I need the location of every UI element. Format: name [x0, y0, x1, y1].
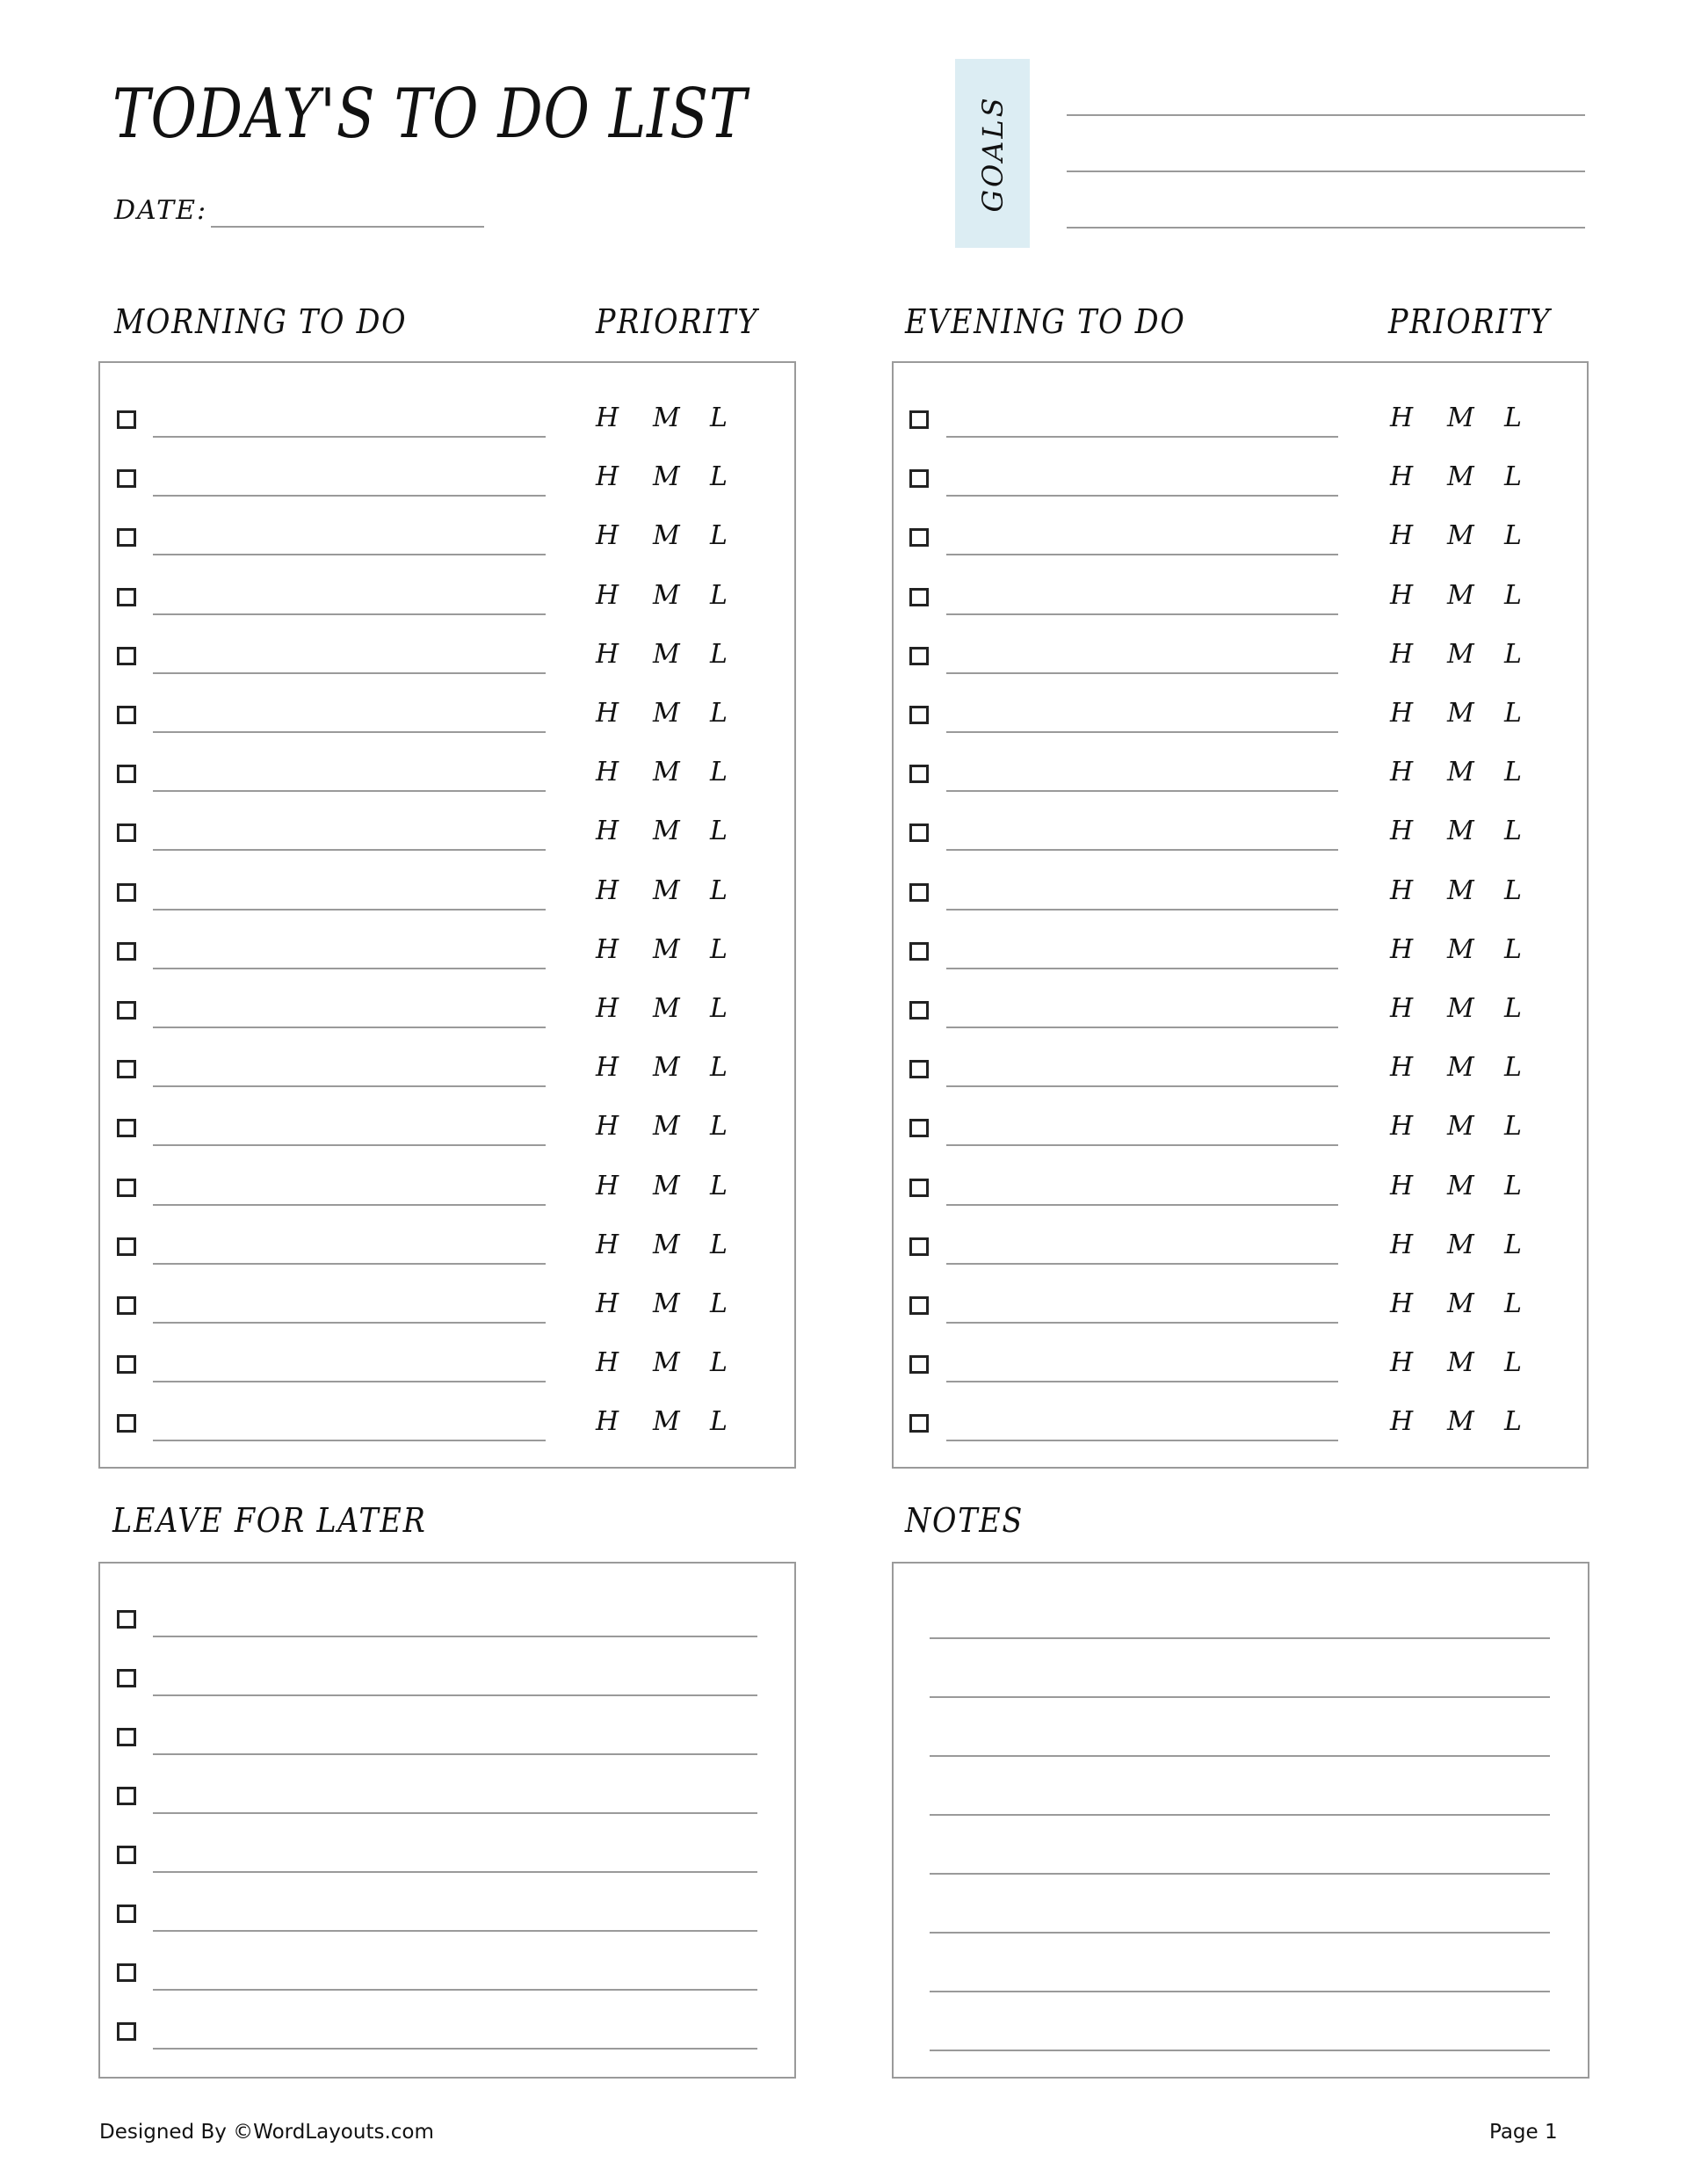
checkbox[interactable] [909, 765, 929, 783]
todo-row [100, 579, 794, 647]
goal-line-3[interactable] [1067, 227, 1585, 229]
task-input-line[interactable] [946, 1144, 1338, 1146]
priority-option-m[interactable]: M [653, 638, 682, 670]
priority-option-m[interactable]: M [653, 816, 682, 847]
checkbox[interactable] [909, 410, 929, 429]
notes-line[interactable] [930, 1873, 1550, 1875]
priority-option-l[interactable]: L [1504, 993, 1524, 1024]
priority-option-h[interactable]: H [596, 1347, 621, 1379]
task-input-line[interactable] [946, 613, 1338, 615]
task-input-line[interactable] [946, 1027, 1338, 1028]
task-input-line[interactable] [153, 731, 546, 733]
priority-option-l[interactable]: L [710, 933, 729, 965]
todo-row [894, 1288, 1587, 1355]
checkbox[interactable] [909, 588, 929, 606]
notes-line[interactable] [930, 1696, 1550, 1698]
todo-row [100, 1728, 794, 1787]
priority-option-h[interactable]: H [1390, 816, 1415, 847]
checkbox[interactable] [117, 469, 136, 488]
todo-row [100, 1170, 794, 1237]
notes-line[interactable] [930, 2050, 1550, 2051]
task-input-line[interactable] [946, 436, 1338, 438]
checkbox[interactable] [117, 410, 136, 429]
notes-area [892, 1562, 1589, 2079]
priority-option-l[interactable]: L [710, 1347, 729, 1379]
priority-option-l[interactable]: L [710, 816, 729, 847]
priority-option-h[interactable]: H [1390, 1288, 1415, 1319]
evening-priority-title: PRIORITY [1388, 302, 1552, 341]
task-input-line[interactable] [153, 1440, 546, 1441]
priority-option-l[interactable]: L [1504, 1052, 1524, 1084]
priority-option-m[interactable]: M [1447, 461, 1476, 493]
priority-option-h[interactable]: H [596, 993, 621, 1024]
task-input-line[interactable] [946, 1381, 1338, 1382]
todo-row [100, 1610, 794, 1669]
priority-option-h[interactable]: H [1390, 1406, 1415, 1438]
priority-option-m[interactable]: M [653, 1170, 682, 1201]
priority-option-l[interactable]: L [710, 638, 729, 670]
priority-option-m[interactable]: M [1447, 1229, 1476, 1260]
checkbox[interactable] [117, 1905, 136, 1923]
priority-option-h[interactable]: H [596, 1170, 621, 1201]
priority-option-m[interactable]: M [653, 874, 682, 906]
priority-option-m[interactable]: M [653, 520, 682, 552]
todo-row [100, 520, 794, 587]
priority-option-h[interactable]: H [596, 638, 621, 670]
priority-option-l[interactable]: L [710, 520, 729, 552]
task-input-line[interactable] [946, 672, 1338, 674]
priority-option-m[interactable]: M [1447, 638, 1476, 670]
priority-option-m[interactable]: M [1447, 520, 1476, 552]
leave-for-later-title: LEAVE FOR LATER [112, 1501, 427, 1540]
checkbox[interactable] [117, 528, 136, 547]
notes-title: NOTES [905, 1501, 1025, 1540]
checkbox[interactable] [909, 1001, 929, 1019]
priority-option-h[interactable]: H [596, 874, 621, 906]
checkbox[interactable] [117, 1060, 136, 1078]
task-input-line[interactable] [946, 731, 1338, 733]
checkbox[interactable] [909, 706, 929, 724]
priority-option-m[interactable]: M [1447, 1052, 1476, 1084]
notes-line[interactable] [930, 1932, 1550, 1934]
priority-option-h[interactable]: H [1390, 874, 1415, 906]
priority-option-h[interactable]: H [1390, 403, 1415, 433]
footer-credit: Designed By ©WordLayouts.com [99, 2121, 434, 2144]
task-input-line[interactable] [946, 968, 1338, 969]
page-title: TODAY'S TO DO LIST [112, 75, 748, 154]
priority-option-h[interactable]: H [596, 1288, 621, 1319]
priority-option-m[interactable]: M [1447, 1288, 1476, 1319]
checkbox[interactable] [117, 1963, 136, 1982]
priority-option-m[interactable]: M [653, 1229, 682, 1260]
priority-option-m[interactable]: M [653, 403, 682, 433]
priority-option-l[interactable]: L [710, 874, 729, 906]
checkbox[interactable] [117, 1296, 136, 1315]
todo-row [100, 2022, 794, 2081]
checkbox[interactable] [117, 647, 136, 665]
task-input-line[interactable] [153, 1204, 546, 1206]
priority-option-h[interactable]: H [596, 461, 621, 493]
morning-todo-list [98, 361, 796, 1469]
priority-option-m[interactable]: M [653, 933, 682, 965]
todo-row [100, 1347, 794, 1414]
priority-option-m[interactable]: M [653, 461, 682, 493]
checkbox[interactable] [117, 1846, 136, 1864]
todo-row [100, 1406, 794, 1473]
todo-row [100, 757, 794, 824]
task-input-line[interactable] [153, 1085, 546, 1087]
priority-option-h[interactable]: H [1390, 993, 1415, 1024]
morning-priority-title: PRIORITY [596, 302, 759, 341]
priority-option-l[interactable]: L [710, 1111, 729, 1143]
task-input-line[interactable] [153, 495, 546, 497]
priority-option-l[interactable]: L [1504, 1406, 1524, 1438]
date-field[interactable] [211, 226, 484, 228]
priority-option-h[interactable]: H [1390, 1052, 1415, 1084]
todo-row [100, 638, 794, 706]
todo-row [100, 1963, 794, 2022]
priority-option-l[interactable]: L [1504, 698, 1524, 729]
task-input-line[interactable] [153, 1381, 546, 1382]
todo-row [894, 993, 1587, 1060]
todo-row [100, 993, 794, 1060]
checkbox[interactable] [117, 942, 136, 961]
date-label: DATE: [114, 195, 208, 226]
priority-option-l[interactable]: L [1504, 1347, 1524, 1379]
priority-option-l[interactable]: L [710, 1288, 729, 1319]
priority-option-h[interactable]: H [596, 1229, 621, 1260]
todo-row [894, 1170, 1587, 1237]
priority-option-m[interactable]: M [1447, 1406, 1476, 1438]
todo-row [100, 1229, 794, 1296]
checkbox[interactable] [117, 1610, 136, 1629]
priority-option-l[interactable]: L [1504, 520, 1524, 552]
priority-option-h[interactable]: H [1390, 461, 1415, 493]
priority-option-l[interactable]: L [1504, 1229, 1524, 1260]
priority-option-h[interactable]: H [1390, 933, 1415, 965]
todo-row [894, 1347, 1587, 1414]
priority-option-l[interactable]: L [1504, 461, 1524, 493]
todo-row [894, 816, 1587, 882]
checkbox[interactable] [909, 1237, 929, 1256]
priority-option-m[interactable]: M [1447, 698, 1476, 729]
priority-option-m[interactable]: M [1447, 816, 1476, 847]
notes-line[interactable] [930, 1637, 1550, 1639]
checkbox[interactable] [909, 824, 929, 842]
task-input-line[interactable] [946, 1322, 1338, 1324]
checkbox[interactable] [117, 706, 136, 724]
priority-option-l[interactable]: L [710, 698, 729, 729]
checkbox[interactable] [909, 1060, 929, 1078]
todo-row [100, 1288, 794, 1355]
task-input-line[interactable] [153, 1322, 546, 1324]
notes-line[interactable] [930, 1755, 1550, 1757]
task-input-line[interactable] [946, 909, 1338, 911]
checkbox[interactable] [117, 765, 136, 783]
todo-row [100, 1669, 794, 1728]
priority-option-m[interactable]: M [653, 698, 682, 729]
checkbox[interactable] [909, 1355, 929, 1374]
todo-row [100, 1846, 794, 1905]
checkbox[interactable] [117, 588, 136, 606]
priority-option-m[interactable]: M [1447, 1170, 1476, 1201]
priority-option-h[interactable]: H [596, 933, 621, 965]
todo-row [894, 1406, 1587, 1473]
priority-option-h[interactable]: H [1390, 698, 1415, 729]
task-input-line[interactable] [153, 672, 546, 674]
priority-option-l[interactable]: L [1504, 1111, 1524, 1143]
priority-option-h[interactable]: H [1390, 1170, 1415, 1201]
priority-option-l[interactable]: L [1504, 638, 1524, 670]
task-input-line[interactable] [153, 1144, 546, 1146]
priority-option-l[interactable]: L [710, 579, 729, 611]
evening-title: EVENING TO DO [905, 302, 1186, 341]
task-input-line[interactable] [946, 495, 1338, 497]
priority-option-l[interactable]: L [710, 1406, 729, 1438]
task-input-line[interactable] [153, 1027, 546, 1028]
priority-option-h[interactable]: H [1390, 1347, 1415, 1379]
evening-todo-list [892, 361, 1589, 1469]
checkbox[interactable] [117, 1414, 136, 1433]
priority-option-h[interactable]: H [596, 1406, 621, 1438]
priority-option-h[interactable]: H [1390, 638, 1415, 670]
task-input-line[interactable] [153, 1812, 757, 1814]
task-input-line[interactable] [153, 1871, 757, 1873]
todo-row [100, 1052, 794, 1119]
checkbox[interactable] [909, 469, 929, 488]
priority-option-m[interactable]: M [1447, 1111, 1476, 1143]
task-input-line[interactable] [153, 436, 546, 438]
todo-row [100, 933, 794, 1001]
todo-row [894, 638, 1587, 706]
task-input-line[interactable] [946, 1440, 1338, 1441]
priority-option-m[interactable]: M [653, 1347, 682, 1379]
priority-option-h[interactable]: H [596, 698, 621, 729]
todo-row [100, 1787, 794, 1846]
todo-row [894, 933, 1587, 1001]
checkbox[interactable] [117, 1728, 136, 1746]
todo-row [100, 403, 794, 469]
task-input-line[interactable] [946, 554, 1338, 555]
task-input-line[interactable] [946, 849, 1338, 851]
priority-option-m[interactable]: M [653, 993, 682, 1024]
priority-option-l[interactable]: L [710, 757, 729, 788]
checkbox[interactable] [909, 528, 929, 547]
priority-option-m[interactable]: M [1447, 933, 1476, 965]
priority-option-l[interactable]: L [1504, 1170, 1524, 1201]
priority-option-m[interactable]: M [653, 1052, 682, 1084]
todo-row [100, 461, 794, 528]
task-input-line[interactable] [946, 1204, 1338, 1206]
priority-option-l[interactable]: L [1504, 933, 1524, 965]
checkbox[interactable] [117, 824, 136, 842]
priority-option-m[interactable]: M [1447, 579, 1476, 611]
checkbox[interactable] [909, 1179, 929, 1197]
priority-option-m[interactable]: M [653, 757, 682, 788]
priority-option-m[interactable]: M [1447, 874, 1476, 906]
priority-option-l[interactable]: L [1504, 1288, 1524, 1319]
priority-option-h[interactable]: H [596, 520, 621, 552]
priority-option-h[interactable]: H [596, 1111, 621, 1143]
priority-option-m[interactable]: M [1447, 403, 1476, 433]
checkbox[interactable] [909, 883, 929, 902]
todo-row [100, 816, 794, 882]
notes-line[interactable] [930, 1991, 1550, 1992]
priority-option-m[interactable]: M [1447, 1347, 1476, 1379]
checkbox[interactable] [909, 1119, 929, 1137]
task-input-line[interactable] [153, 1930, 757, 1932]
task-input-line[interactable] [153, 790, 546, 792]
priority-option-l[interactable]: L [710, 461, 729, 493]
todo-row [894, 579, 1587, 647]
checkbox[interactable] [117, 1119, 136, 1137]
todo-row [100, 698, 794, 765]
priority-option-l[interactable]: L [710, 403, 729, 433]
todo-row [894, 403, 1587, 469]
page-number: Page 1 [1489, 2121, 1558, 2144]
priority-option-h[interactable]: H [596, 757, 621, 788]
task-input-line[interactable] [153, 849, 546, 851]
priority-option-h[interactable]: H [596, 1052, 621, 1084]
task-input-line[interactable] [946, 1085, 1338, 1087]
task-input-line[interactable] [946, 1263, 1338, 1265]
priority-option-m[interactable]: M [653, 1111, 682, 1143]
task-input-line[interactable] [153, 968, 546, 969]
checkbox[interactable] [909, 942, 929, 961]
priority-option-l[interactable]: L [1504, 816, 1524, 847]
priority-option-m[interactable]: M [1447, 993, 1476, 1024]
checkbox[interactable] [117, 1787, 136, 1805]
priority-option-h[interactable]: H [1390, 1229, 1415, 1260]
todo-row [100, 1905, 794, 1963]
task-input-line[interactable] [946, 790, 1338, 792]
task-input-line[interactable] [153, 1636, 757, 1637]
task-input-line[interactable] [153, 613, 546, 615]
leave-for-later-list [98, 1562, 796, 2079]
priority-option-h[interactable]: H [1390, 1111, 1415, 1143]
checkbox[interactable] [117, 1669, 136, 1687]
checkbox[interactable] [117, 2022, 136, 2041]
task-input-line[interactable] [153, 1753, 757, 1755]
task-input-line[interactable] [153, 2048, 757, 2050]
todo-row [894, 1111, 1587, 1178]
priority-option-m[interactable]: M [1447, 757, 1476, 788]
todo-row [100, 1111, 794, 1178]
todo-row [894, 757, 1587, 824]
priority-option-h[interactable]: H [1390, 757, 1415, 788]
priority-option-m[interactable]: M [653, 579, 682, 611]
goal-line-1[interactable] [1067, 114, 1585, 116]
priority-option-h[interactable]: H [596, 403, 621, 433]
todo-row [894, 520, 1587, 587]
priority-option-h[interactable]: H [596, 579, 621, 611]
priority-option-l[interactable]: L [710, 993, 729, 1024]
todo-row [100, 874, 794, 942]
priority-option-l[interactable]: L [1504, 757, 1524, 788]
todo-row [894, 698, 1587, 765]
priority-option-h[interactable]: H [1390, 579, 1415, 611]
goals-label-panel [955, 59, 1030, 248]
priority-option-h[interactable]: H [1390, 520, 1415, 552]
checkbox[interactable] [117, 1001, 136, 1019]
checkbox[interactable] [117, 1355, 136, 1374]
checkbox[interactable] [117, 1237, 136, 1256]
checkbox[interactable] [117, 883, 136, 902]
priority-option-l[interactable]: L [710, 1170, 729, 1201]
task-input-line[interactable] [153, 1989, 757, 1991]
priority-option-l[interactable]: L [1504, 403, 1524, 433]
todo-row [894, 1229, 1587, 1296]
priority-option-l[interactable]: L [710, 1229, 729, 1260]
priority-option-l[interactable]: L [1504, 874, 1524, 906]
todo-row [894, 1052, 1587, 1119]
goal-line-2[interactable] [1067, 171, 1585, 172]
priority-option-l[interactable]: L [1504, 579, 1524, 611]
checkbox[interactable] [909, 1414, 929, 1433]
task-input-line[interactable] [153, 1263, 546, 1265]
checkbox[interactable] [117, 1179, 136, 1197]
task-input-line[interactable] [153, 1694, 757, 1696]
task-input-line[interactable] [153, 909, 546, 911]
goals-label: GOALS [975, 94, 1010, 213]
priority-option-l[interactable]: L [710, 1052, 729, 1084]
priority-option-h[interactable]: H [596, 816, 621, 847]
todo-row [894, 874, 1587, 942]
notes-line[interactable] [930, 1814, 1550, 1816]
checkbox[interactable] [909, 1296, 929, 1315]
priority-option-m[interactable]: M [653, 1406, 682, 1438]
checkbox[interactable] [909, 647, 929, 665]
task-input-line[interactable] [153, 554, 546, 555]
morning-title: MORNING TO DO [114, 302, 408, 341]
todo-row [894, 461, 1587, 528]
priority-option-m[interactable]: M [653, 1288, 682, 1319]
